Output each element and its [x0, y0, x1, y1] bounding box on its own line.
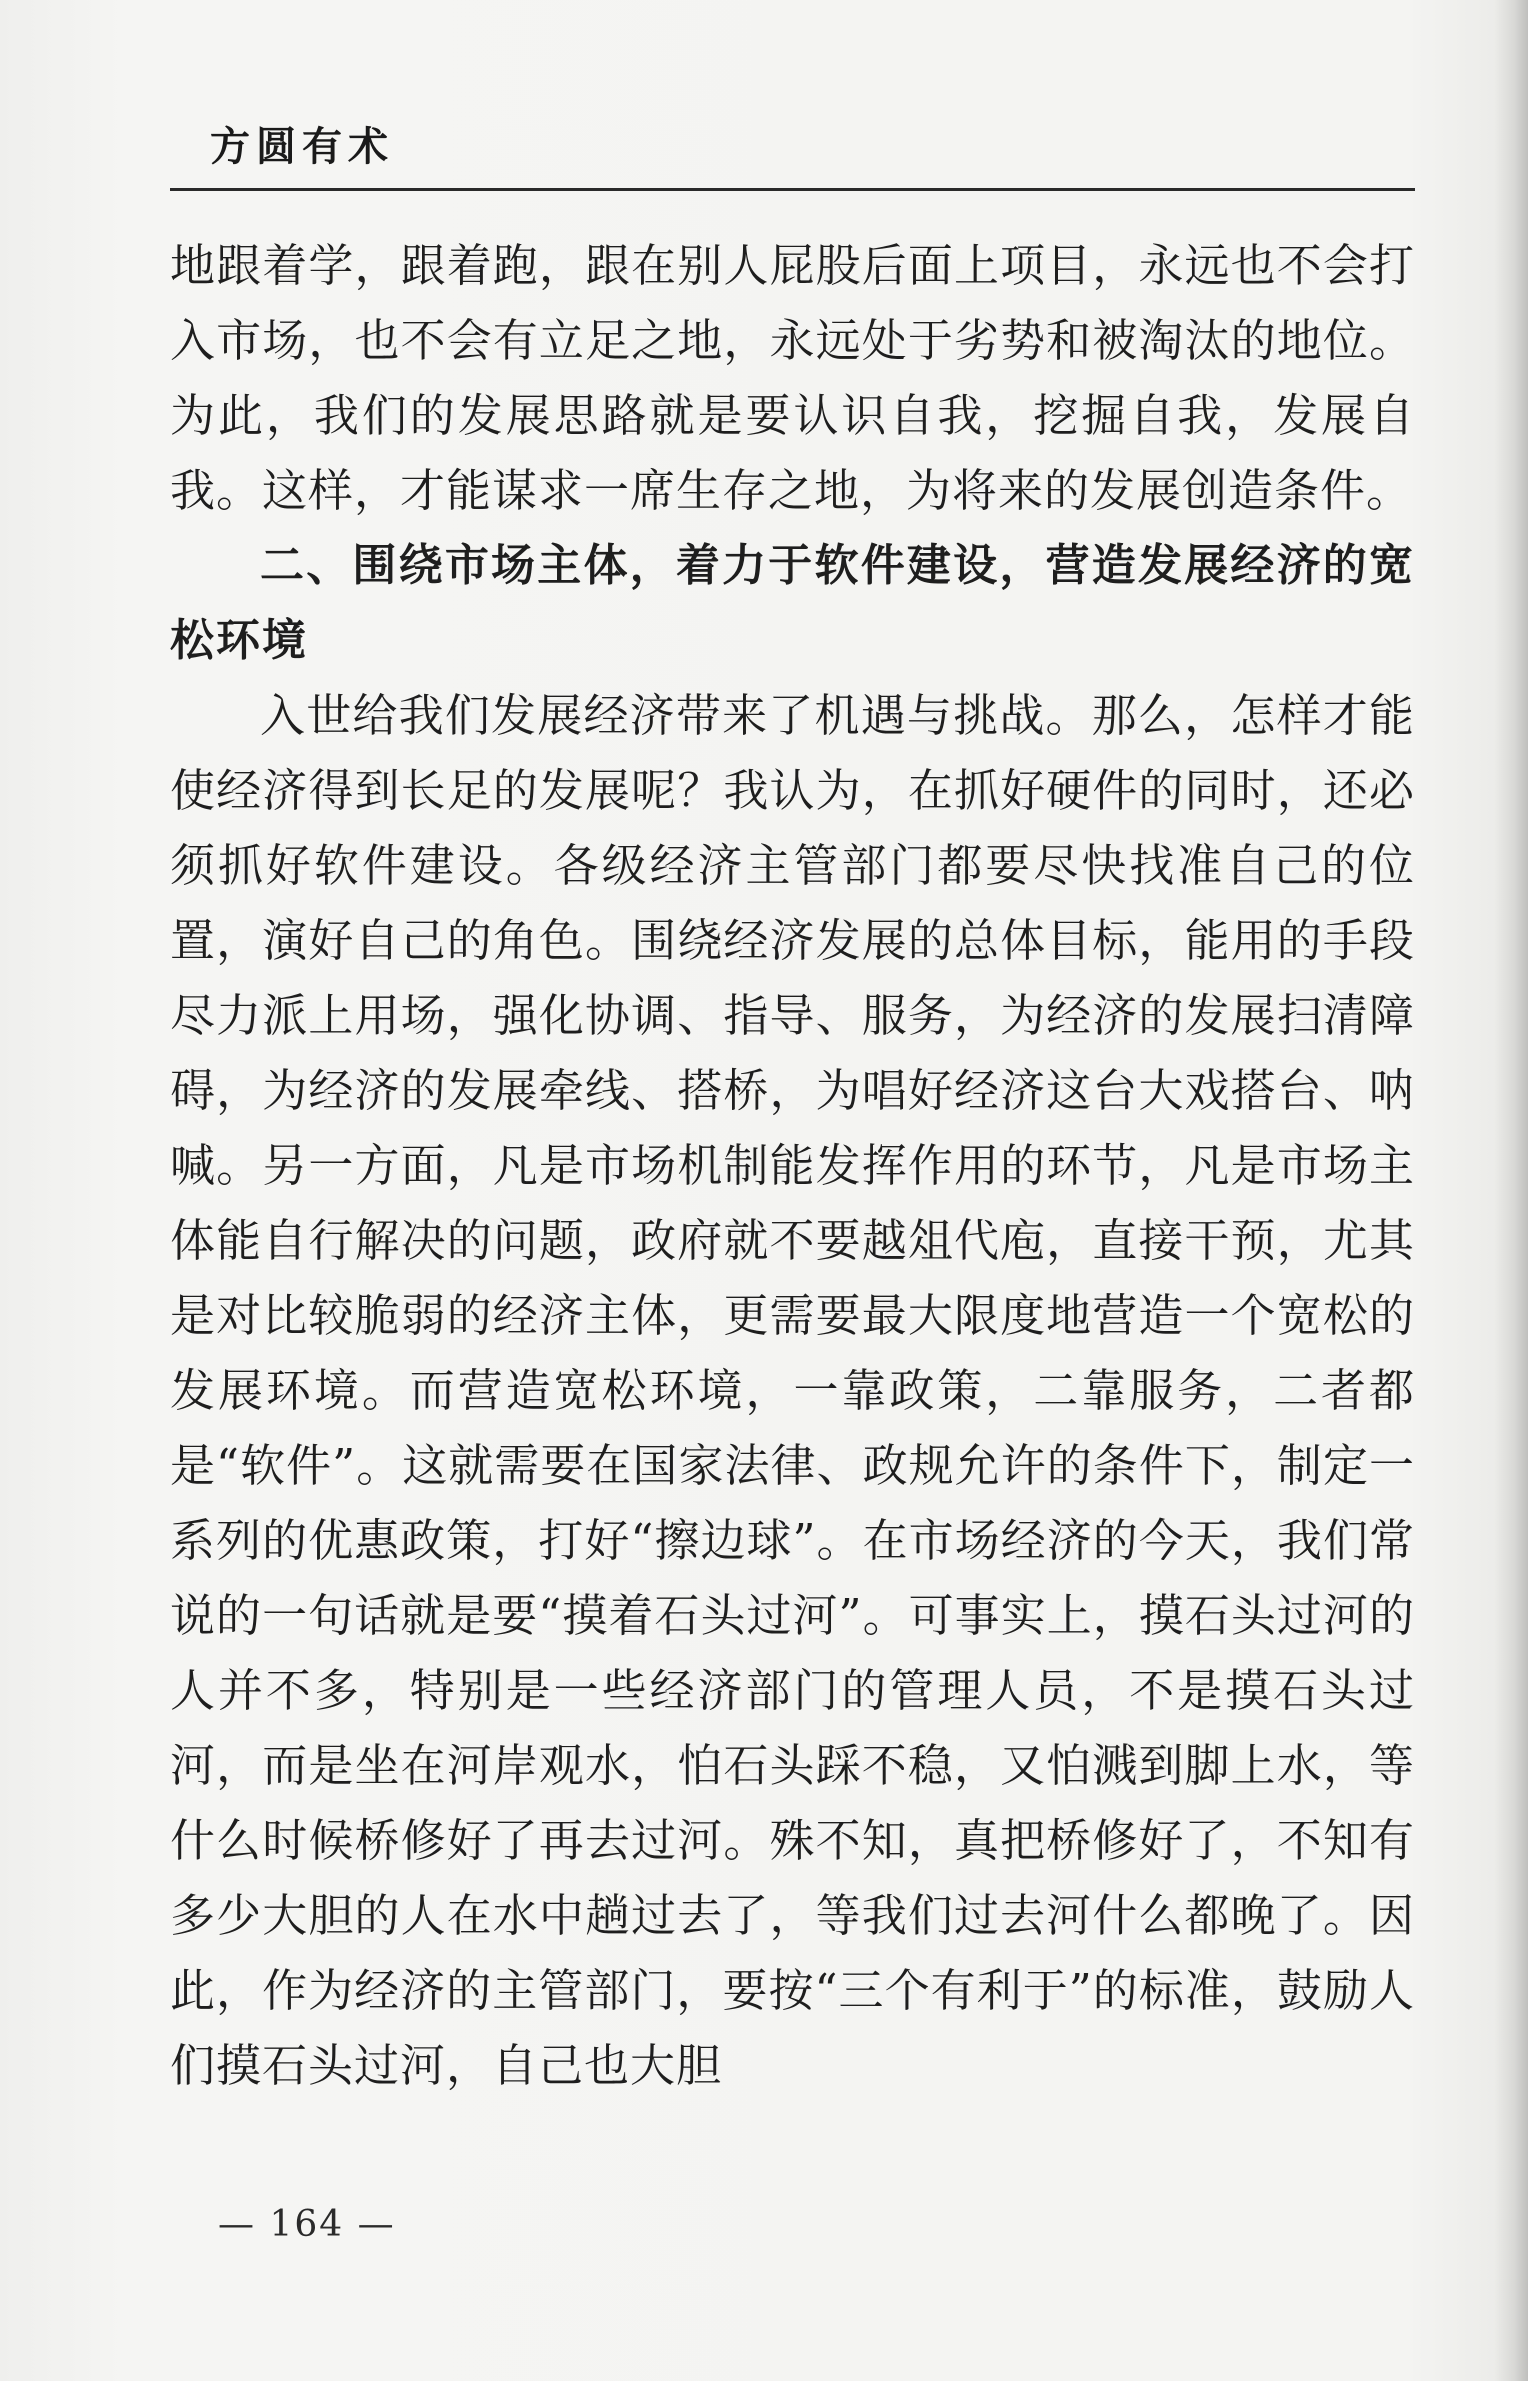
body-text: [170, 228, 1415, 2103]
page-number: — 164 —: [218, 2204, 396, 2245]
running-header: [170, 112, 1415, 192]
paragraph-continuation: 地跟着学，跟着跑，跟在别人屁股后面上项目，永远也不会打入市场，也不会有立足之地，永远处于劣势和被淘汰的地位。为此，我们的发展思路就是要认识自我，挖掘自我，发展自我。这样，才能谋求一席生存之地，为将来的发展创造条件。: [170, 239, 1415, 517]
section-heading: 二、围绕市场主体，着力于软件建设，营造发展经济的宽松环境: [170, 540, 1415, 666]
paragraph-body: 入世给我们发展经济带来了机遇与挑战。那么，怎样才能使经济得到长足的发展呢？我认为，在抓好硬件的同时，还必须抓好软件建设。各级经济主管部门都要尽快找准自己的位置，演好自己的角色。围绕经济发展的总体目标，能用的手段尽力派上用场，强化协调、指导、服务，为经济的发展扫清障碍，为经济的发展牵线、搭桥，为唱好经济这台大戏搭台、呐喊。另一方面，凡是市场机制能发挥作用的环节，凡是市场主体能自行解决的问题，政府就不要越俎代庖，直接干预，尤其是对比较脆弱的经济主体，更需要最大限度地营造一个宽松的发展环境。而营造宽松环境，一靠政策，二靠服务，二者都是“软件”。这就需要在国家法律、政规允许的条件下，制定一系列的优惠政策，打好“擦边球”。在市场经济的今天，我们常说的一句话就是要“摸着石头过河”。可事实上，摸石头过河的人并不多，特别是一些经济部门的管理人员，不是摸石头过河，而是坐在河岸观水，怕石头踩不稳，又怕溅到脚上水，等什么时候桥修好了再去过河。殊不知，真把桥修好了，不知有多少大胆的人在水中趟过去了，等我们过去河什么都晚了。因此，作为经济的主管部门，要按“三个有利于”的标准，鼓励人们摸石头过河，自己也大胆: [170, 689, 1415, 2092]
running-header-title: 方圆有术: [210, 124, 394, 170]
header-rule: [170, 188, 1415, 191]
page-edge-shadow: [1494, 0, 1528, 2381]
